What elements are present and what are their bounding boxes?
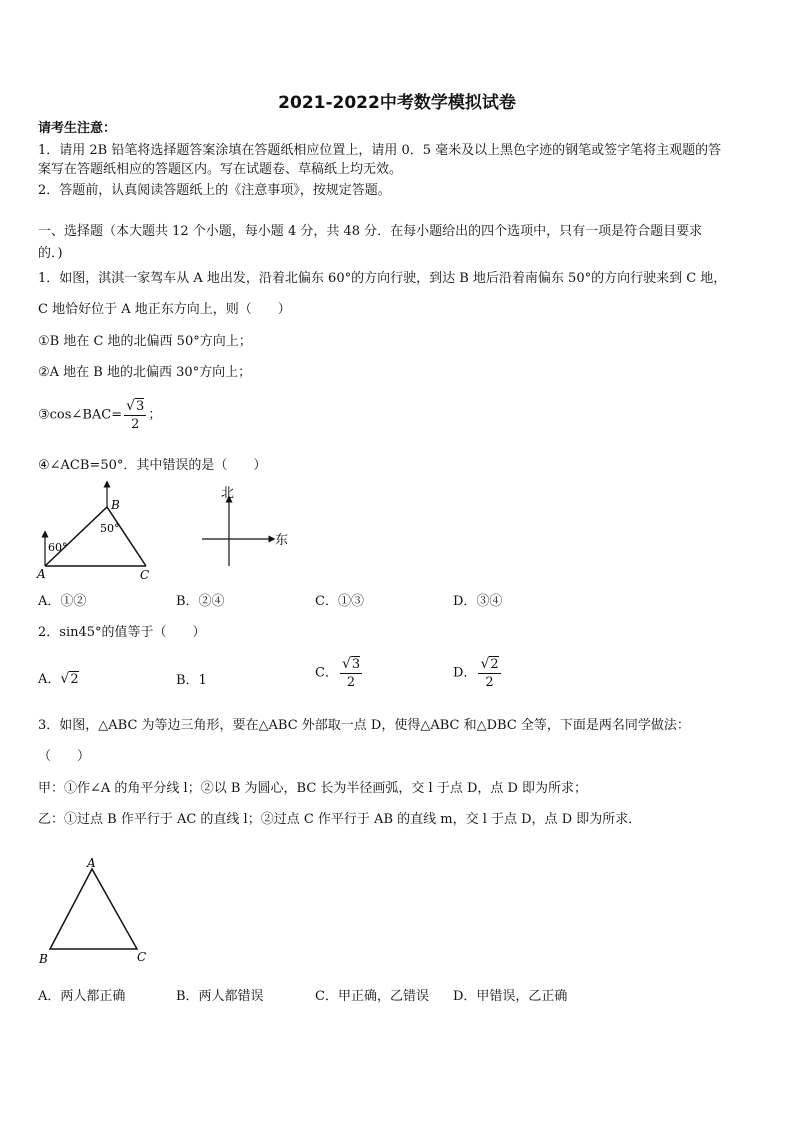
triangle-abc [50,869,137,949]
page-title: 2021-2022中考数学模拟试卷 [278,93,516,113]
q1-s3-prefix: ③cos∠BAC= [38,407,123,423]
q1-option-a: A．①② [38,594,87,609]
q2-option-d-num: 2 [490,657,499,672]
q2-option-b: B．1 [176,673,207,688]
segment-bc [107,507,146,566]
q1-stem-line-1: 1．如图，淇淇一家驾车从 A 地出发，沿着北偏东 60°的方向行驶，到达 B 地后沿着南偏东 50°的方向行驶来到 C 地， [38,271,727,286]
q3-option-b: B．两人都错误 [176,989,264,1004]
q1-s3-den: 2 [131,417,140,432]
q1-s3-suffix: ； [148,407,162,423]
q3-triangle-figure [36,855,156,967]
section-heading-line-2: 的．) [38,246,63,261]
q1-option-b: B．②④ [176,594,225,609]
q3-option-d: D．甲错误，乙正确 [453,989,568,1004]
q1-statement-2: ②A 地在 B 地的北偏西 30°方向上； [38,365,252,380]
q1-statement-3 [38,398,161,433]
q2-option-d-fraction: $\frac{√2}{2}$ [480,656,499,690]
q1-option-d: D．③④ [453,594,503,609]
notice-heading: 请考生注意： [38,121,117,136]
section-heading-line-1: 一、选择题（本大题共 12 个小题，每小题 4 分，共 48 分．在每小题给出的四个选项中，只有一项是符合题目要求 [38,224,703,239]
q2-option-c [315,656,364,691]
label-c: C [137,950,147,964]
notice-line-2: 2．答题前，认真阅读答题纸上的《注意事项》，按规定答题。 [38,183,391,198]
q1-s3-fraction: $\frac{√3}{2}$ [126,398,145,432]
q3-option-c: C．甲正确，乙错误 [315,989,429,1004]
angle-label-a: 60° [48,541,68,554]
q3-stem-line-2: （ ） [38,749,91,764]
label-a: A [37,567,46,581]
notice-line-1b: 案写在答题纸相应的答题区内。写在试题卷、草稿纸上均无效。 [38,162,403,177]
east-label: 东 [275,533,289,548]
q1-statement-1: ①B 地在 C 地的北偏西 50°方向上； [38,334,252,349]
label-b: B [39,952,48,966]
q1-option-c: C．①③ [315,594,364,609]
q2-stem: 2．sin45°的值等于（ ） [38,625,206,640]
angle-label-b: 50° [100,522,120,535]
q2-option-c-den: 2 [346,675,356,690]
q3-option-a: A．两人都正确 [38,989,126,1004]
q2-option-d-label: D． [453,665,477,681]
q2-option-c-num: 3 [351,657,361,672]
q2-option-d [453,656,503,691]
q2-option-c-fraction: $\frac{√3}{2}$ [341,656,361,690]
label-c: C [140,568,150,582]
segment-ab [45,507,107,566]
q2-option-a-radicand: 2 [70,672,79,687]
q3-method-yi: 乙：①过点 B 作平行于 AC 的直线 l；②过点 C 作平行于 AB 的直线 m，交 l 于点 D，点 D 即为所求． [38,812,642,827]
q1-s3-num: 3 [136,399,145,414]
q2-option-a-label: A． [38,672,61,687]
q2-option-c-label: C． [315,665,338,681]
q2-option-a: A．√2 [38,671,79,687]
notice-line-1a: 1．请用 2B 铅笔将选择题答案涂填在答题纸相应位置上，请用 0．5 毫米及以上黑色字迹的钢笔或签字笔将主观题的答 [38,143,722,158]
label-b: B [111,498,120,512]
q1-compass-figure [196,482,294,580]
north-label: 北 [221,486,235,501]
q2-option-d-den: 2 [485,675,494,690]
q1-stem-line-2: C 地恰好位于 A 地正东方向上，则（ ） [38,302,291,317]
q3-method-jia: 甲：①作∠A 的角平分线 l；②以 B 为圆心，BC 长为半径画弧，交 l 于点 D，点 D 即为所求； [38,781,588,796]
label-a: A [87,856,96,870]
q1-statement-4: ④∠ACB=50°．其中错误的是（ ） [38,458,267,473]
q3-stem-line-1: 3．如图，△ABC 为等边三角形，要在△ABC 外部取一点 D，使得△ABC 和△DBC 全等，下面是两名同学做法： [38,718,690,733]
q1-triangle-figure [36,480,156,582]
